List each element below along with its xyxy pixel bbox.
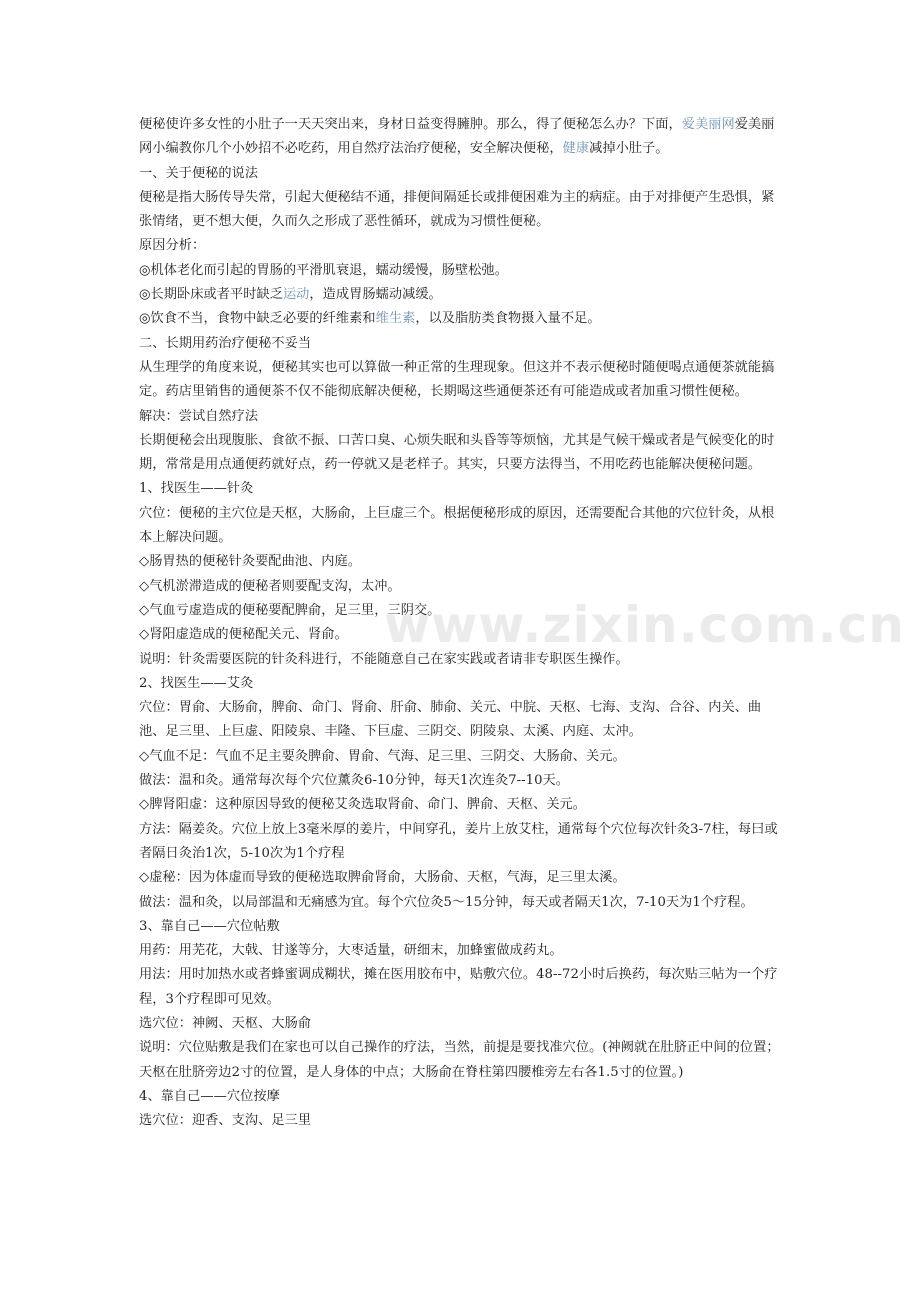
moxibustion-item-2: ◇脾肾阳虚：这种原因导致的便秘艾灸选取肾俞、命门、脾俞、天枢、关元。	[139, 797, 587, 813]
acupuncture-item-4: ◇肾阳虚造成的便秘配关元、肾俞。	[139, 627, 348, 643]
link-health[interactable]: 健康	[562, 141, 590, 157]
paragraph-cause-title: 原因分析：	[139, 238, 206, 254]
cause-item-2-text-b: ，造成胃肠蠕动减缓。	[309, 287, 442, 303]
cause-item-3	[139, 307, 787, 331]
moxibustion-item-1: ◇气血不足：气血不足主要灸脾俞、胃俞、气海、足三里、三阴交、大肠俞、关元。	[139, 748, 626, 764]
cause-item-3-text-a: ◎饮食不当，食物中缺乏必要的纤维素和	[139, 311, 376, 327]
moxibustion-method-2: 方法：隔姜灸。穴位上放上3毫米厚的姜片，中间穿孔，姜片上放艾柱，通常每个穴位每次针灸3-7柱，每曰或者隔日灸治1次，5-10次为1个疗程	[139, 821, 778, 861]
section-heading-moxibustion: 2、找医生——艾灸	[139, 675, 254, 691]
moxibustion-item-3: ◇虚秘：因为体虚而导致的便秘选取脾俞肾俞，大肠俞、天枢，气海，足三里太溪。	[139, 870, 626, 886]
intro-text-a: 便秘使许多女性的小肚子一天天突出来，身材日益变得臃肿。那么，得了便秘怎么办？下面，	[139, 117, 682, 132]
patch-note: 说明：穴位贴敷是我们在家也可以自己操作的疗法，当然，前提是要找准穴位。(神阙就在肚脐正中间的位置；天枢在肚脐旁边2寸的位置，是人身体的中点；大肠俞在脊柱第四腰椎旁左右各1.5寸的位置。)	[139, 1040, 780, 1080]
article-content	[139, 113, 787, 1133]
section-heading-acupuncture: 1、找医生——针灸	[139, 481, 254, 497]
massage-points: 选穴位：迎香、支沟、足三里	[139, 1113, 312, 1129]
link-aimeili[interactable]: 爱美丽网	[681, 117, 735, 132]
paragraph-long-term: 长期便秘会出现腹胀、食欲不振、口苦口臭、心烦失眠和头昏等等烦恼，尤其是气候干燥或者是气候变化的时期，常常是用点通便药就好点，药一停就又是老样子。其实，只要方法得当，不用吃药也能解决便秘问题。	[139, 432, 775, 473]
acupuncture-points: 穴位：便秘的主穴位是天枢，大肠俞，上巨虚三个。根据便秘形成的原因，还需要配合其他的穴位针灸，从根本上解决问题。	[139, 505, 775, 546]
intro-paragraph	[139, 113, 787, 162]
paragraph-definition: 便秘是指大肠传导失常，引起大便秘结不通，排便间隔延长或排便困难为主的病症。由于对排便产生恐惧，紧张情绪，更不想大便，久而久之形成了恶性循环，就成为习惯性便秘。	[139, 189, 775, 230]
link-vitamin[interactable]: 维生素	[375, 311, 416, 327]
section-heading-patch: 3、靠自己——穴位帖敷	[139, 918, 280, 934]
section-heading-massage: 4、靠自己——穴位按摩	[139, 1088, 280, 1104]
cause-item-3-text-b: ，以及脂肪类食物摄入量不足。	[415, 311, 601, 327]
patch-usage: 用法：用时加热水或者蜂蜜调成糊状，摊在医用胶布中，贴敷穴位。48--72小时后换药，每次贴三帖为一个疗程，3个疗程即可见效。	[139, 967, 778, 1007]
patch-points: 选穴位：神阙、天枢、大肠俞	[139, 1015, 312, 1031]
moxibustion-method-3: 做法：温和灸，以局部温和无痛感为宜。每个穴位灸5～15分钟，每天或者隔天1次，7-10天为1个疗程。	[139, 894, 754, 910]
moxibustion-points: 穴位：胃俞、大肠俞，脾俞、命门、肾俞、肝俞、肺俞、关元、中脘、天枢、七海、支沟、合谷、内关、曲池、足三里、上巨虚、阳陵泉、丰隆、下巨虚、三阴交、阴陵泉、太溪、内庭、太冲。	[139, 700, 762, 740]
cause-item-2	[139, 283, 787, 307]
acupuncture-item-3: ◇气血亏虚造成的便秘要配脾俞，足三里，三阴交。	[139, 602, 441, 618]
section-heading-2: 二、长期用药治疗便秘不妥当	[139, 335, 312, 351]
watermark: www.zixin.com.cn	[384, 596, 905, 654]
acupuncture-item-1: ◇肠胃热的便秘针灸要配曲池、内庭。	[139, 554, 361, 570]
moxibustion-method-1: 做法：温和灸。通常每次每个穴位薰灸6-10分钟，每天1次连灸7--10天。	[139, 773, 570, 789]
acupuncture-item-2: ◇气机淤滞造成的便秘者则要配支沟，太冲。	[139, 578, 401, 594]
cause-item-2-text-a: ◎长期卧床或者平时缺乏	[139, 287, 283, 303]
patch-medicine: 用药：用芜花，大戟、甘遂等分，大枣适量，研细末，加蜂蜜做成药丸。	[139, 943, 563, 959]
link-exercise[interactable]: 运动	[282, 287, 310, 303]
paragraph-physiology: 从生理学的角度来说，便秘其实也可以算做一种正常的生理现象。但这并不表示便秘时随便喝点通便茶就能搞定。药店里销售的通便茶不仅不能彻底解决便秘，长期喝这些通便茶还有可能造成或者加重习惯性便秘。	[139, 359, 775, 400]
intro-text-b: 爱美丽网小编教你几个小妙招不必吃药，用自然疗法治疗便秘，安全解决便秘，	[139, 117, 775, 157]
section-heading-1: 一、关于便秘的说法	[139, 165, 259, 181]
paragraph-solution: 解决：尝试自然疗法	[139, 408, 259, 424]
acupuncture-note: 说明：针灸需要医院的针灸科进行，不能随意自己在家实践或者请非专职医生操作。	[139, 651, 629, 667]
intro-text-c: 减掉小肚子。	[589, 141, 669, 157]
cause-item-1: ◎机体老化而引起的胃肠的平滑肌衰退，蠕动缓慢，肠壁松弛。	[139, 262, 508, 278]
